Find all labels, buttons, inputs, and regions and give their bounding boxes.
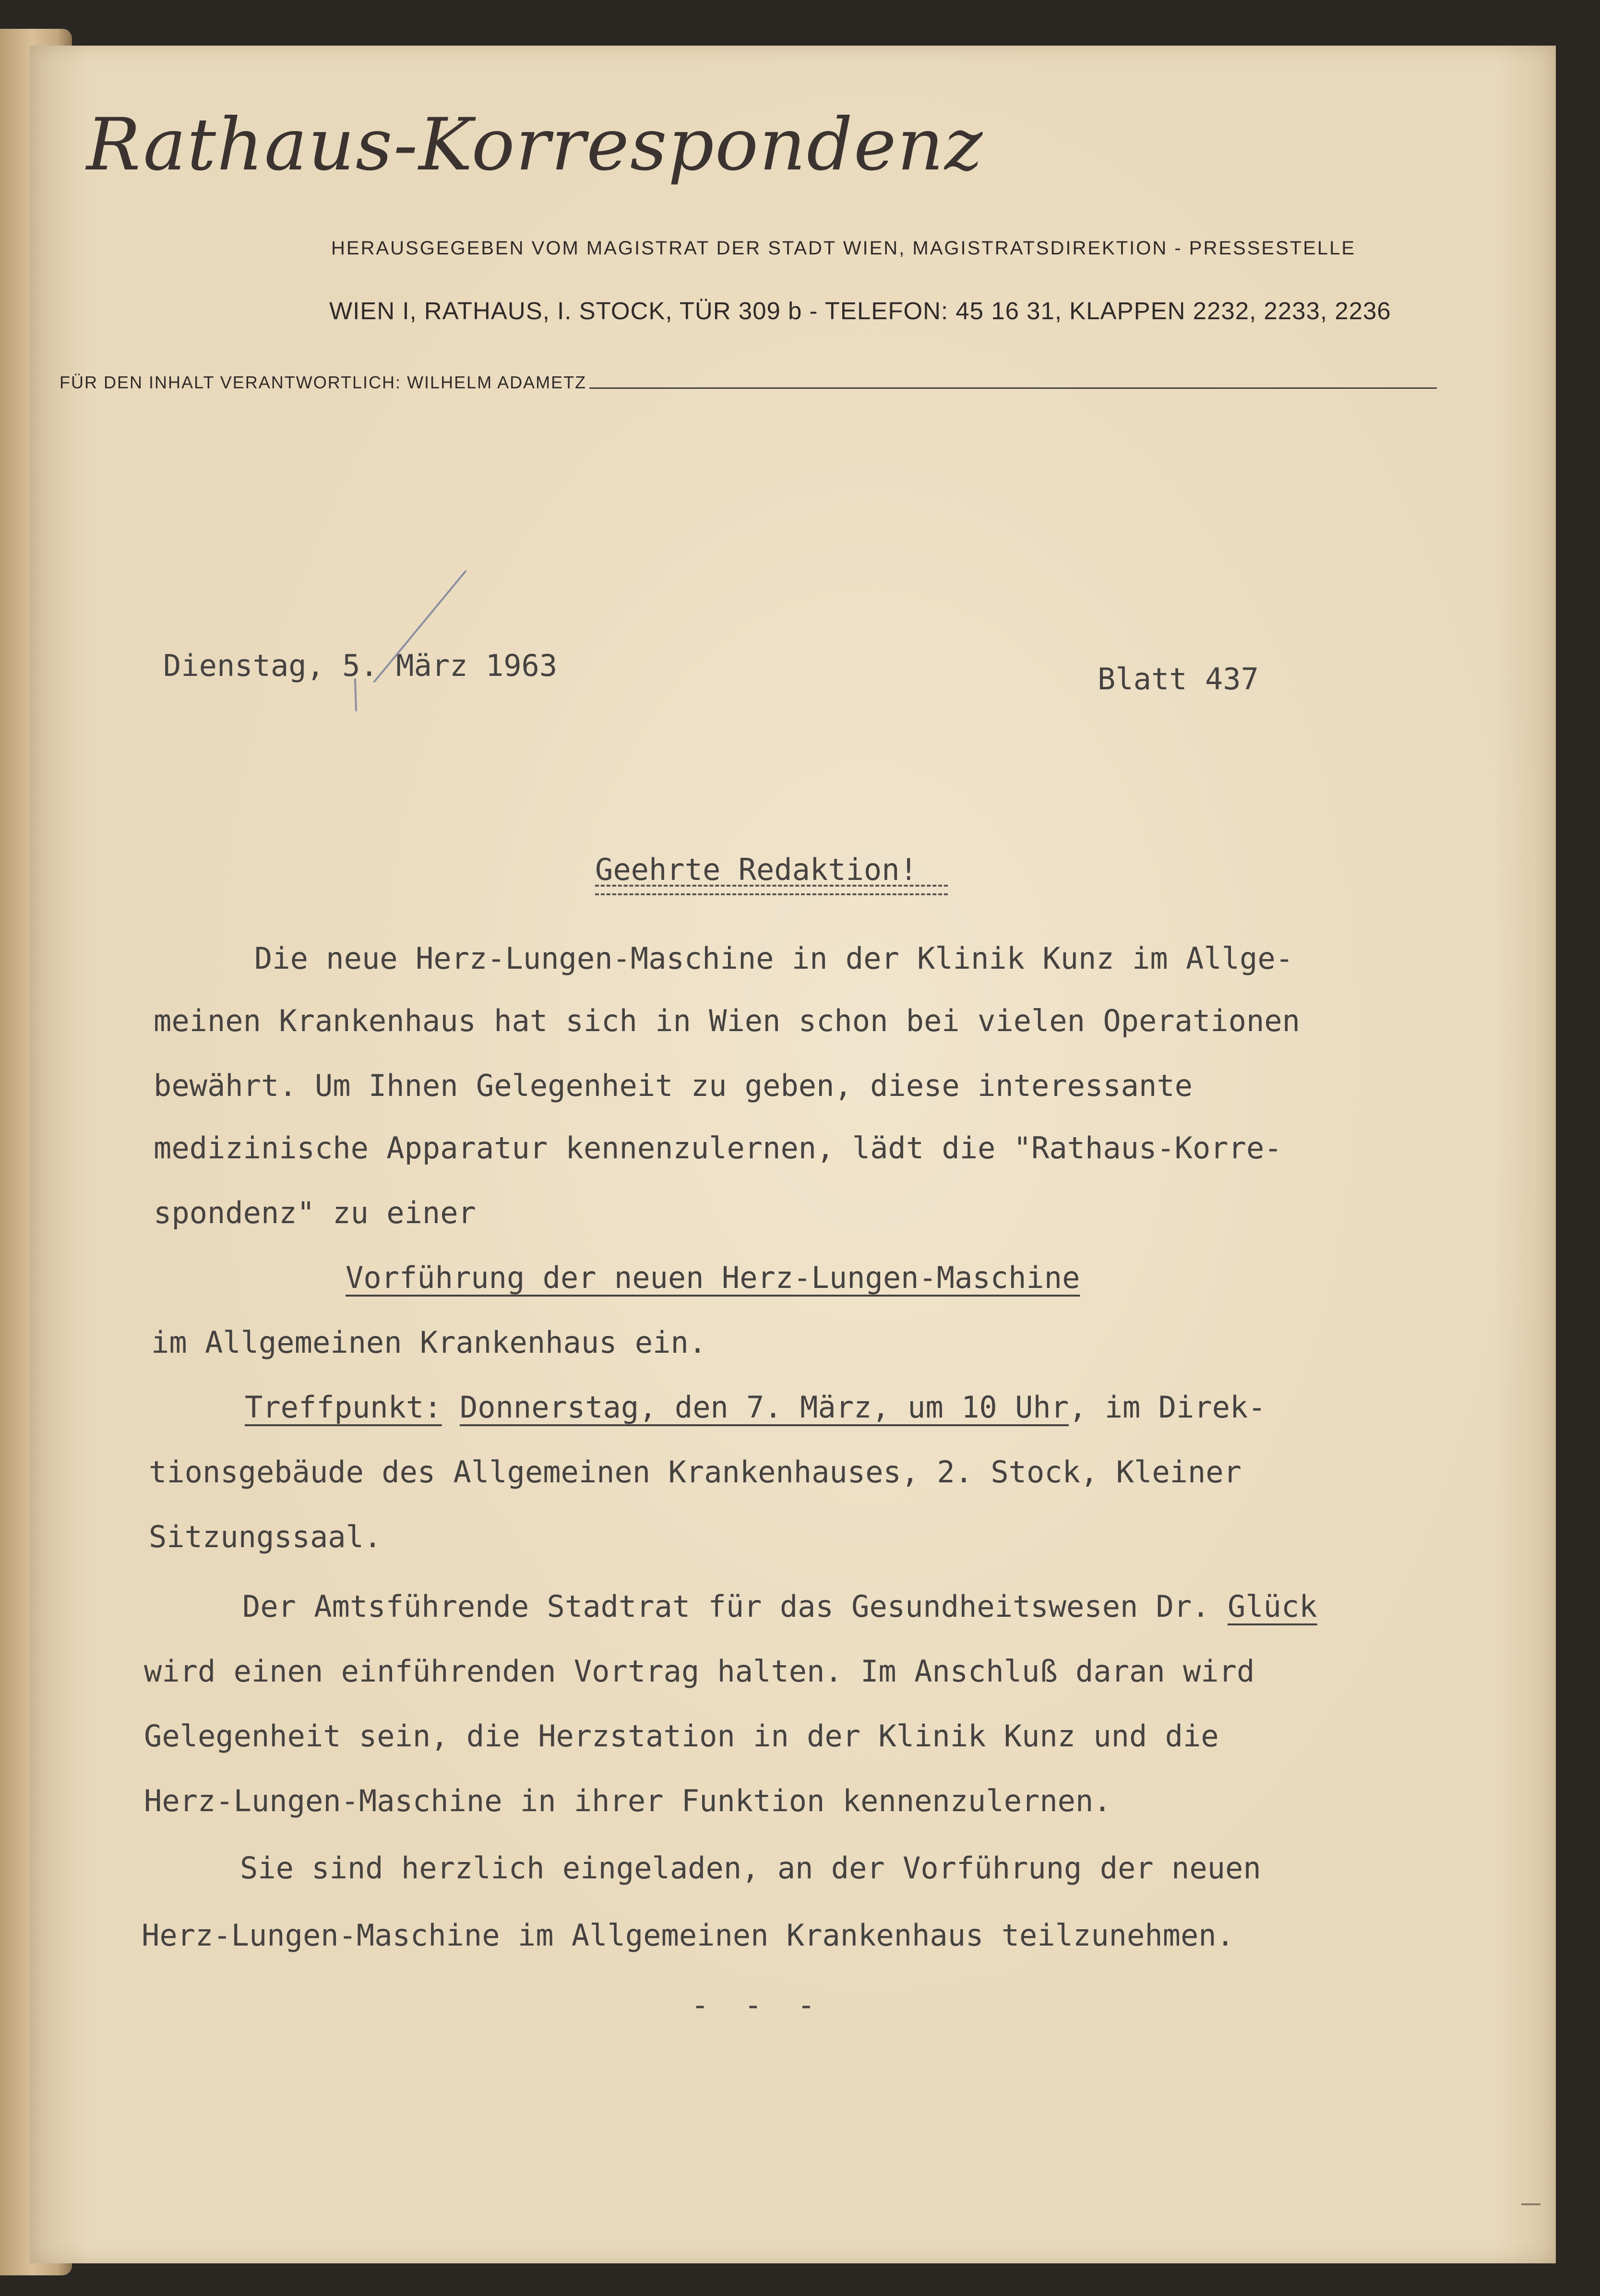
event-title: Vorführung der neuen Herz-Lungen-Maschine (346, 1260, 1080, 1295)
salutation: Geehrte Redaktion! (595, 852, 918, 887)
meeting-time: Donnerstag, den 7. März, um 10 Uhr (459, 1390, 1069, 1425)
page-mark (1521, 2203, 1540, 2205)
meeting-rest: , im Direk- (1069, 1390, 1266, 1425)
responsible-text: FÜR DEN INHALT VERANTWORTLICH: WILHELM ADAMETZ (60, 373, 587, 392)
salutation-double-rule (595, 885, 948, 895)
meeting-line-2: tionsgebäude des Allgemeinen Krankenhauses, 2. Stock, Kleiner (149, 1455, 1242, 1490)
date-line: Dienstag, 5. März 1963 (163, 648, 558, 683)
pencil-stroke (355, 571, 466, 710)
masthead-title: Rathaus-Korrespondenz (86, 103, 984, 187)
paragraph-4-line-1: Sie sind herzlich eingeladen, an der Vorführung der neuen (240, 1851, 1261, 1886)
meeting-line (245, 1390, 1266, 1425)
paragraph-3-line-2: wird einen einführenden Vortrag halten. Im Anschluß daran wird (144, 1654, 1255, 1689)
paragraph-4-line-2: Herz-Lungen-Maschine im Allgemeinen Krankenhaus teilzunehmen. (142, 1918, 1234, 1953)
event-tail: im Allgemeinen Krankenhaus ein. (151, 1325, 707, 1360)
responsible-line (60, 373, 1437, 393)
publisher-line: HERAUSGEGEBEN VOM MAGISTRAT DER STADT WIEN, MAGISTRATSDIREKTION - PRESSESTELLE (331, 238, 1356, 259)
paragraph-1-line-1: Die neue Herz-Lungen-Maschine in der Klinik Kunz im Allge- (254, 941, 1293, 976)
paragraph-1-line-2: meinen Krankenhaus hat sich in Wien schon bei vielen Operationen (154, 1003, 1300, 1038)
paragraph-3-start: Der Amtsführende Stadtrat für das Gesundheitswesen Dr. (242, 1589, 1210, 1624)
paragraph-1-line-4: medizinische Apparatur kennenzulernen, lädt die "Rathaus-Korre- (154, 1130, 1282, 1166)
sheet-number: Blatt 437 (1098, 661, 1259, 697)
councillor-name: Glück (1228, 1589, 1317, 1624)
paragraph-3-line-1 (242, 1589, 1317, 1624)
paragraph-1-line-3: bewährt. Um Ihnen Gelegenheit zu geben, diese interessante (154, 1068, 1193, 1103)
paragraph-3-line-3: Gelegenheit sein, die Herzstation in der Klinik Kunz und die (144, 1719, 1219, 1754)
address-line: WIEN I, RATHAUS, I. STOCK, TÜR 309 b - TELEFON: 45 16 31, KLAPPEN 2232, 2233, 2236 (329, 297, 1391, 325)
responsible-rule (589, 387, 1437, 389)
paragraph-3-line-4: Herz-Lungen-Maschine in ihrer Funktion kennenzulernen. (144, 1783, 1111, 1818)
meeting-line-3: Sitzungssaal. (149, 1519, 382, 1554)
end-mark: - - - (691, 1987, 824, 2022)
pencil-check-mark (346, 566, 470, 725)
paragraph-1-line-5: spondenz" zu einer (154, 1195, 476, 1230)
meeting-label: Treffpunkt: (245, 1390, 442, 1425)
